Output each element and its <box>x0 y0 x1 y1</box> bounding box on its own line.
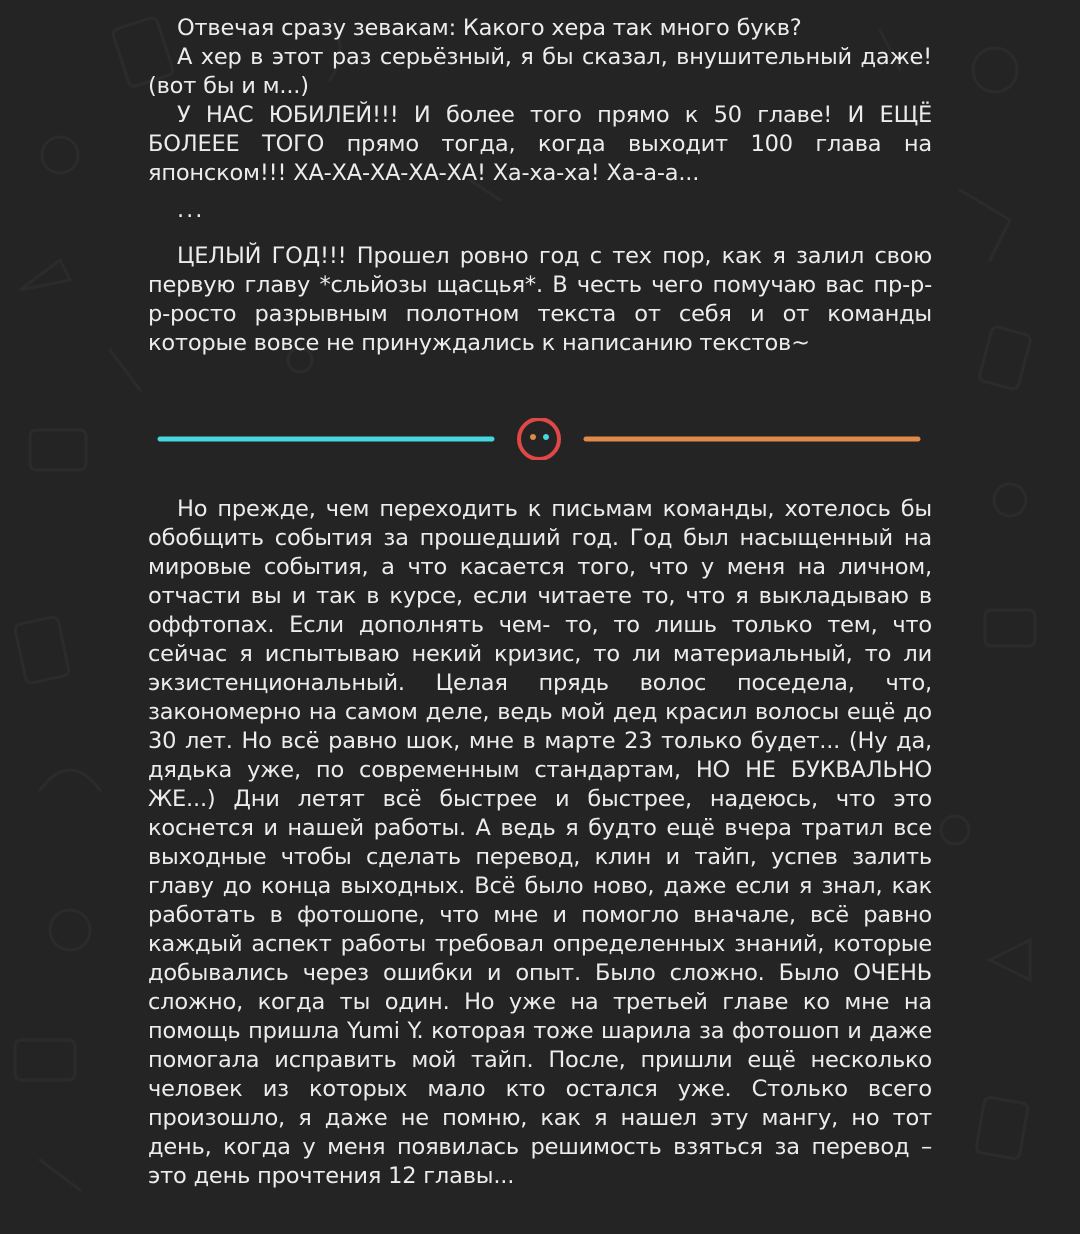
anniversary-paragraph: ЦЕЛЫЙ ГОД!!! Прошел ровно год с тех пор, как я залил свою первую главу *сльйозы щасцья*. В честь чего помучаю вас пр-р-р-росто разрывным полотном текста от себя и от команды которые вовсе не принуждались к написанию текстов~ <box>148 243 932 356</box>
divider-eye-left <box>530 434 536 440</box>
intro-paragraph-2: А хер в этот раз серьёзный, я бы сказал, внушительный даже! (вот бы и м...) <box>148 44 932 99</box>
divider-eye-right <box>543 434 549 440</box>
main-paragraph: Но прежде, чем переходить к письмам команды, хотелось бы обобщить события за прошедший год. Год был насыщенный на мировые события, а что касается того, что у меня на личном, отчасти вы и так в курсе, если читаете то, что я выкладываю в оффтопах. Если дополнять чем- то, то лишь только тем, что сейчас я испытываю некий кризис, то ли материальный, то ли экзистенциональный. Целая прядь волос поседела, что, закономерно на самом деле, ведь мой дед красил волосы ещё до 30 лет. Но всё равно шок, мне в марте 23 только будет... (Ну да, дядька уже, по современным стандартам, НО НЕ БУКВАЛЬНО ЖЕ...) Дни летят всё быстрее и быстрее, надеюсь, что это коснется и нашей работы. А ведь я будто ещё вчера тратил все выходные чтобы сделать перевод, клин и тайп, успев залить главу до конца выходных. Всё было ново, даже если я знал, как работать в фотошопе, что мне и помогло вначале, всё равно каждый аспект работы требовал определенных знаний, которые добывались через ошибки и опыт. Было сложно. Было ОЧЕНЬ сложно, когда ты один. Но уже на третьей главе ко мне на помощь пришла Yumi Y. которая тоже шарила за фотошоп и даже помогала исправить мой тайп. После, пришли ещё несколько человек из которых мало кто остался уже. Столько всего произошло, я даже не помню, как я нашел эту мангу, но тот день, когда у меня появилась решимость взяться за перевод – это день прочтения 12 главы... <box>148 496 932 1189</box>
section-divider <box>156 418 924 460</box>
main-section <box>148 495 932 1191</box>
intro-paragraph-1: Отвечая сразу зевакам: Какого хера так много букв? <box>177 15 802 41</box>
divider-face-icon <box>519 419 559 459</box>
intro-section <box>148 14 932 188</box>
anniversary-section <box>148 242 932 358</box>
intro-paragraph-3: У НАС ЮБИЛЕЙ!!! И более того прямо к 50 главе! И ЕЩЁ БОЛЕЕЕ ТОГО прямо тогда, когда выходит 100 глава на японском!!! ХА-ХА-ХА-ХА-ХА! Ха-ха-ха! Ха-а-а... <box>148 102 932 186</box>
ellipsis: ... <box>177 197 205 223</box>
